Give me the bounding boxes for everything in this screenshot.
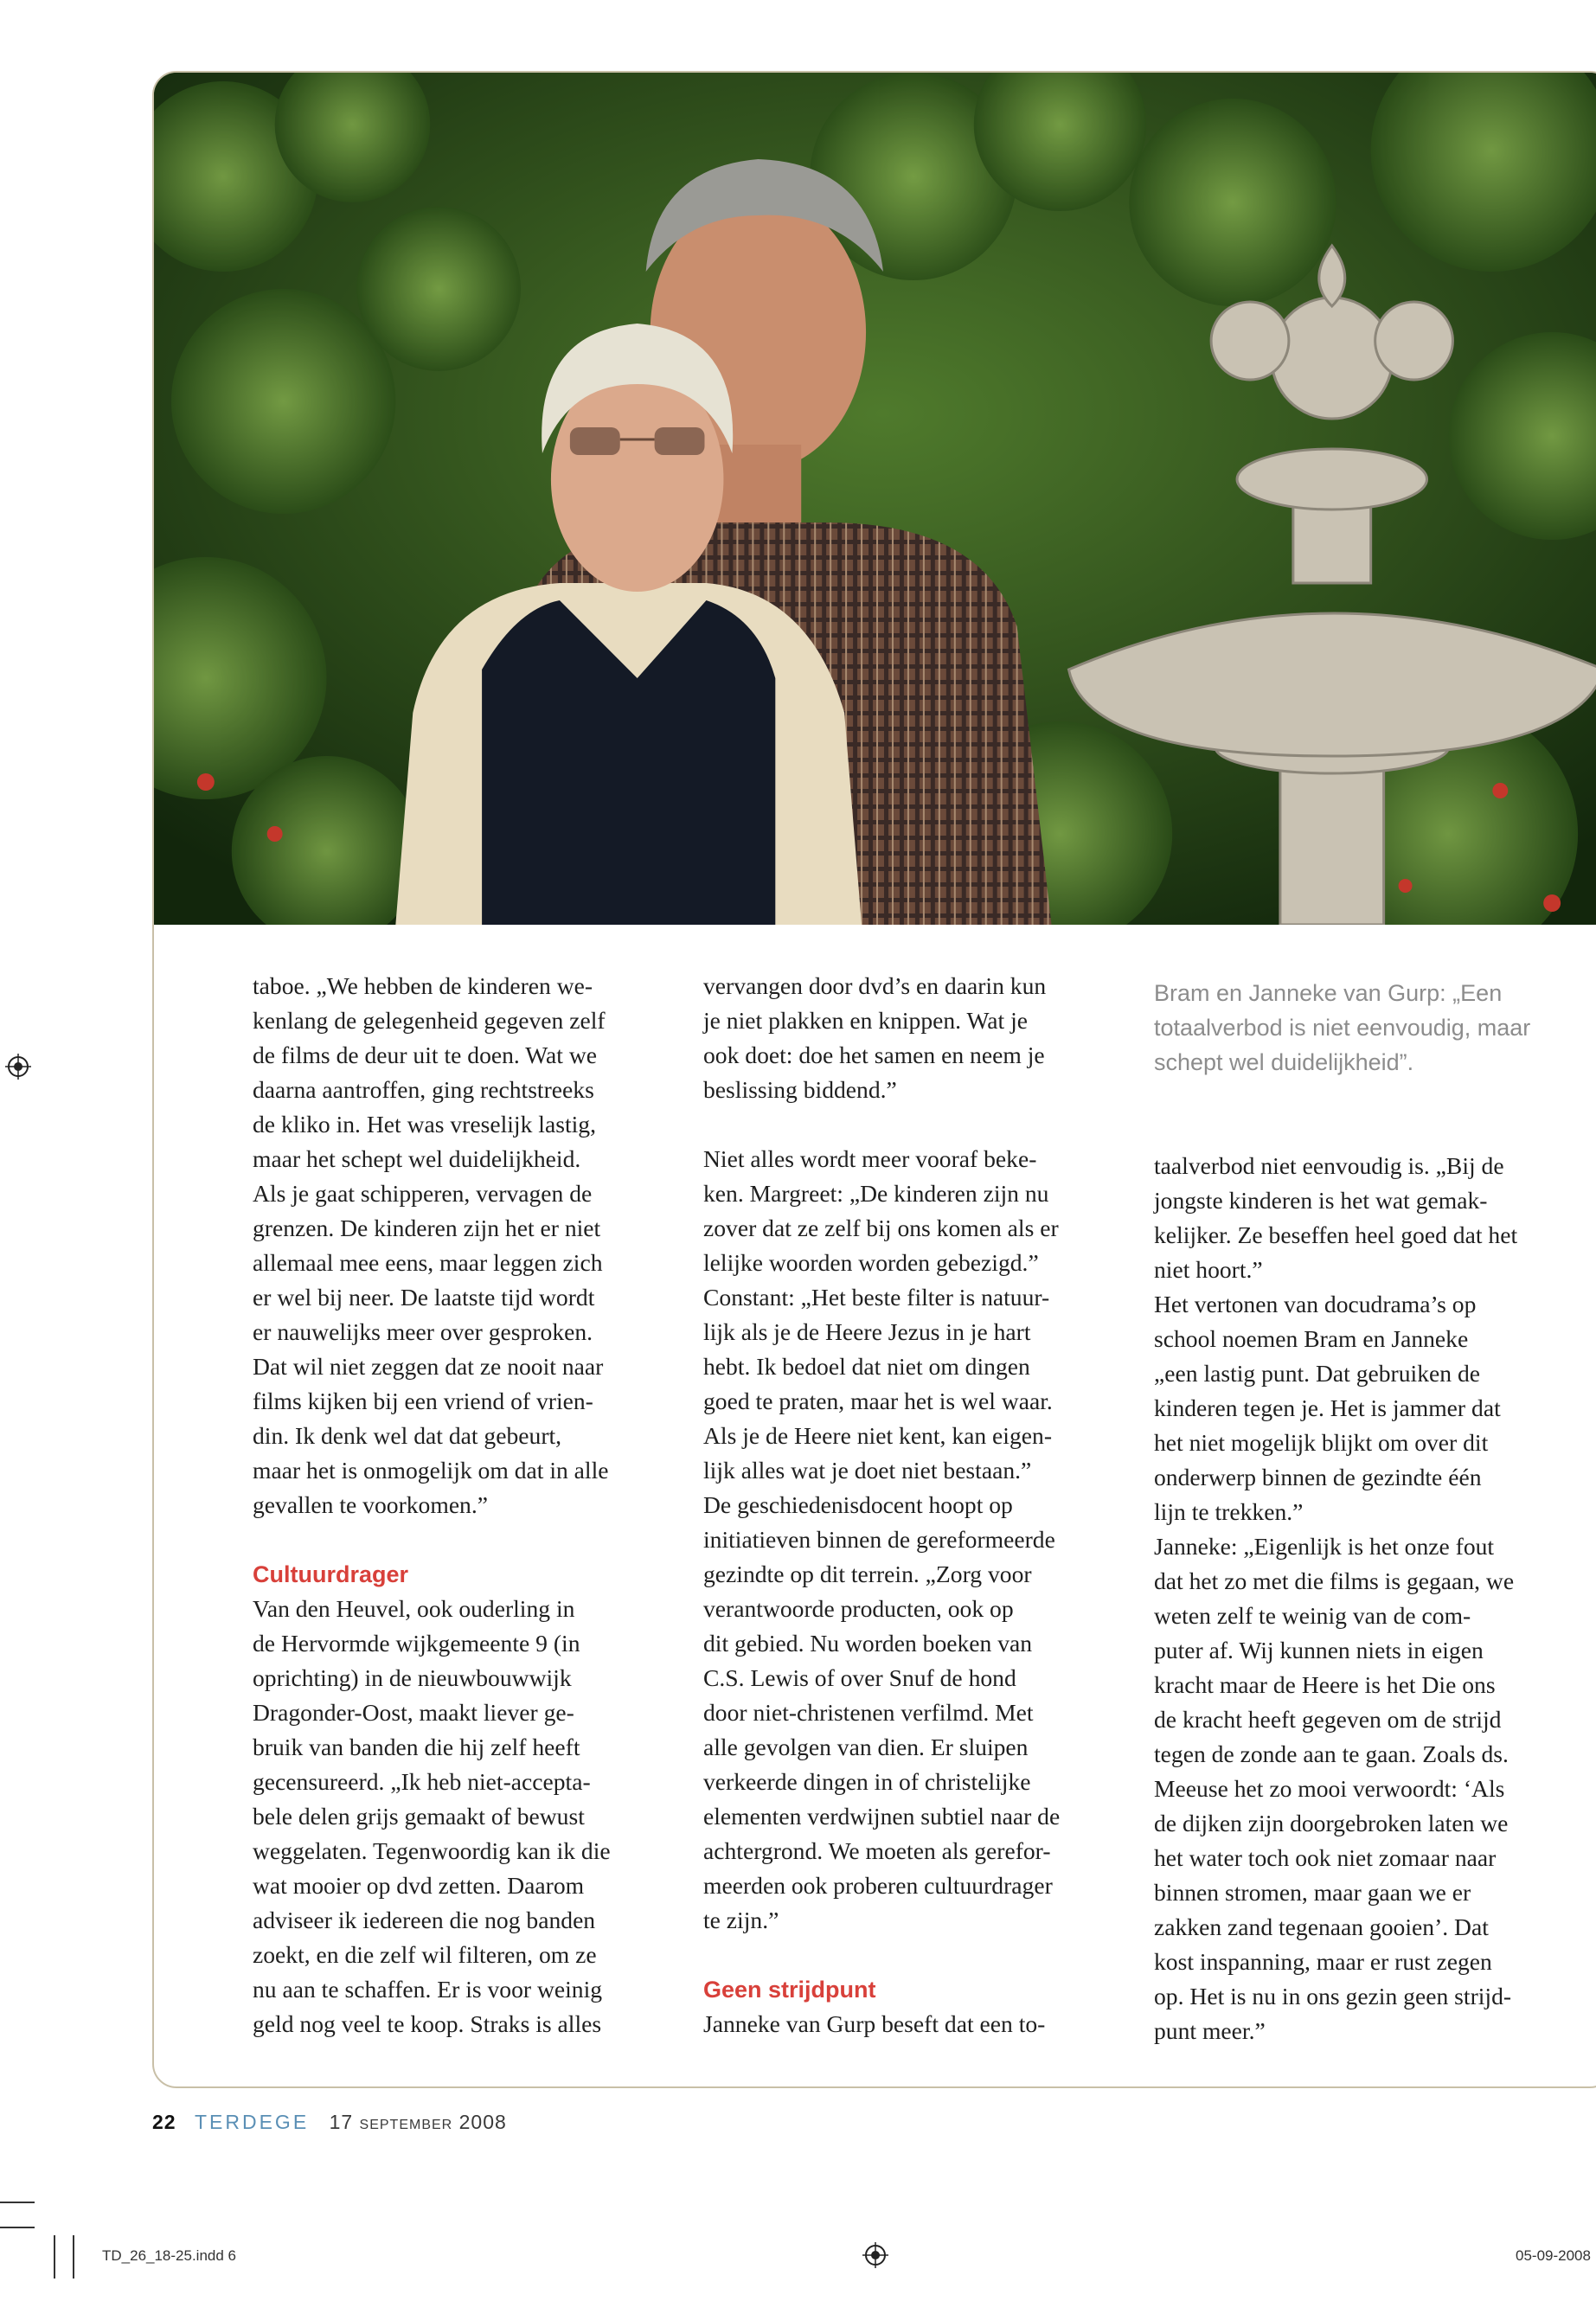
- text-line: punt meer.”: [1154, 2017, 1266, 2044]
- col1-paragraph-2: [253, 1592, 694, 2041]
- text-line: beslissing biddend.”: [703, 1076, 897, 1103]
- text-line: het water toch ook niet zomaar naar: [1154, 1844, 1497, 1871]
- text-line: nu aan te schaffen. Er is voor weinig: [253, 1976, 603, 2003]
- text-line: school noemen Bram en Janneke: [1154, 1325, 1469, 1352]
- photo-caption: [1154, 976, 1586, 1080]
- text-line: kinderen tegen je. Het is jammer dat: [1154, 1394, 1501, 1421]
- text-line: elementen verdwijnen subtiel naar de: [703, 1803, 1061, 1830]
- text-line: alle gevolgen van dien. Er sluipen: [703, 1734, 1029, 1760]
- text-line: gevallen te voorkomen.”: [253, 1491, 489, 1518]
- photo-illustration: [154, 73, 1596, 925]
- col2-paragraph: [703, 969, 1144, 1107]
- issue-date: 17 september 2008: [329, 2111, 507, 2133]
- text-line: er nauwelijks meer over gesproken.: [253, 1318, 593, 1345]
- text-line: je niet plakken en knippen. Wat je: [703, 1007, 1029, 1034]
- text-line: Meeuse het zo mooi verwoordt: ‘Als: [1154, 1775, 1505, 1802]
- text-line: Als je de Heere niet kent, kan eigen-: [703, 1422, 1053, 1449]
- text-line: jongste kinderen is het wat gemak-: [1154, 1187, 1488, 1214]
- col2-paragraph-2: [703, 1142, 1144, 1938]
- text-line: onderwerp binnen de gezindte één: [1154, 1464, 1482, 1490]
- text-line: ook doet: doe het samen en neem je: [703, 1042, 1045, 1068]
- text-line: op. Het is nu in ons gezin geen strijd-: [1154, 1983, 1512, 2009]
- text-line: allemaal mee eens, maar leggen zich: [253, 1249, 603, 1276]
- subheading-cultuurdrager: Cultuurdrager: [253, 1561, 409, 1587]
- text-line: de dijken zijn doorgebroken laten we: [1154, 1810, 1509, 1836]
- text-line: de kliko in. Het was vreselijk lastig,: [253, 1111, 596, 1138]
- text-line: maar het is onmogelijk om dat in alle: [253, 1457, 609, 1484]
- text-line: lijk als je de Heere Jezus in je hart: [703, 1318, 1031, 1345]
- text-line: gecensureerd. „Ik heb niet-accepta-: [253, 1768, 591, 1795]
- text-line: geld nog veel te koop. Straks is alles: [253, 2010, 602, 2037]
- magazine-name: TERDEGE: [194, 2111, 310, 2133]
- text-line: binnen stromen, maar gaan we er: [1154, 1879, 1471, 1906]
- text-line: bruik van banden die hij zelf heeft: [253, 1734, 580, 1760]
- caption-line: schept wel duidelijkheid”.: [1154, 1049, 1414, 1075]
- garden-portrait-photo: [154, 73, 1596, 925]
- text-line: taboe. „We hebben de kinderen we-: [253, 972, 593, 999]
- text-line: wat mooier op dvd zetten. Daarom: [253, 1872, 585, 1899]
- text-line: achtergrond. We moeten als gerefor-: [703, 1837, 1051, 1864]
- text-line: Het vertonen van docudrama’s op: [1154, 1291, 1477, 1317]
- text-line: initiatieven binnen de gereformeerde: [703, 1526, 1055, 1553]
- text-line: C.S. Lewis of over Snuf de hond: [703, 1664, 1016, 1691]
- text-line: vervangen door dvd’s en daarin kun: [703, 972, 1047, 999]
- text-line: Van den Heuvel, ook ouderling in: [253, 1595, 575, 1622]
- text-line: taalverbod niet eenvoudig is. „Bij de: [1154, 1152, 1504, 1179]
- crop-mark: [73, 2235, 74, 2279]
- crop-mark: [0, 2227, 35, 2228]
- text-line: kelijker. Ze beseffen heel goed dat het: [1154, 1221, 1518, 1248]
- text-line: te zijn.”: [703, 1907, 779, 1933]
- crop-mark: [0, 2202, 35, 2203]
- text-line: daarna aantroffen, ging rechtstreeks: [253, 1076, 594, 1103]
- crop-mark: [54, 2235, 55, 2279]
- text-line: Janneke van Gurp beseft dat een to-: [703, 2010, 1046, 2037]
- text-line: grenzen. De kinderen zijn het er niet: [253, 1215, 601, 1241]
- text-line: De geschiedenisdocent hoopt op: [703, 1491, 1013, 1518]
- text-line: adviseer ik iedereen die nog banden: [253, 1907, 596, 1933]
- text-line: verkeerde dingen in of christelijke: [703, 1768, 1031, 1795]
- text-line: tegen de zonde aan te gaan. Zoals ds.: [1154, 1740, 1509, 1767]
- text-line: lijk alles wat je doet niet bestaan.”: [703, 1457, 1032, 1484]
- slug-date: 05-09-2008: [1516, 2247, 1591, 2264]
- text-line: din. Ik denk wel dat dat gebeurt,: [253, 1422, 562, 1449]
- col1-paragraph: [253, 969, 694, 1522]
- text-line: weggelaten. Tegenwoordig kan ik die: [253, 1837, 611, 1864]
- text-line: weten zelf te weinig van de com-: [1154, 1602, 1471, 1629]
- text-line: „een lastig punt. Dat gebruiken de: [1154, 1360, 1480, 1387]
- subheading-geen-strijdpunt: Geen strijdpunt: [703, 1977, 876, 2003]
- text-line: de films de deur uit te doen. Wat we: [253, 1042, 598, 1068]
- text-line: puter af. Wij kunnen niets in eigen: [1154, 1637, 1484, 1663]
- text-line: dat het zo met die films is gegaan, we: [1154, 1567, 1515, 1594]
- text-line: ken. Margreet: „De kinderen zijn nu: [703, 1180, 1049, 1207]
- page-footer: [152, 2111, 507, 2134]
- text-line: de kracht heeft gegeven om de strijd: [1154, 1706, 1502, 1733]
- text-line: zoekt, en die zelf wil filteren, om ze: [253, 1941, 597, 1968]
- text-line: gezindte op dit terrein. „Zorg voor: [703, 1561, 1032, 1587]
- text-line: Dragonder-Oost, maakt liever ge-: [253, 1699, 574, 1726]
- slug-filename: TD_26_18-25.indd 6: [102, 2247, 237, 2264]
- text-line: hebt. Ik bedoel dat niet om dingen: [703, 1353, 1030, 1380]
- text-line: Janneke: „Eigenlijk is het onze fout: [1154, 1533, 1495, 1560]
- text-line: niet hoort.”: [1154, 1256, 1263, 1283]
- caption-line: Bram en Janneke van Gurp: „Een: [1154, 980, 1503, 1006]
- text-line: Constant: „Het beste filter is natuur-: [703, 1284, 1050, 1311]
- text-line: films kijken bij een vriend of vrien-: [253, 1388, 593, 1414]
- text-column-1: [253, 969, 694, 2041]
- text-line: Dat wil niet zeggen dat ze nooit naar: [253, 1353, 604, 1380]
- page-number: 22: [152, 2111, 176, 2133]
- text-column-3: [1154, 1149, 1595, 2048]
- text-line: lelijke woorden worden gebezigd.”: [703, 1249, 1039, 1276]
- text-line: zakken zand tegenaan gooien’. Dat: [1154, 1913, 1489, 1940]
- text-line: goed te praten, maar het is wel waar.: [703, 1388, 1053, 1414]
- text-line: dit gebied. Nu worden boeken van: [703, 1630, 1033, 1657]
- registration-mark-icon: [5, 1054, 31, 1080]
- text-line: door niet-christenen verfilmd. Met: [703, 1699, 1034, 1726]
- text-line: oprichting) in de nieuwbouwwijk: [253, 1664, 572, 1691]
- text-line: maar het schept wel duidelijkheid.: [253, 1145, 581, 1172]
- text-line: de Hervormde wijkgemeente 9 (in: [253, 1630, 580, 1657]
- caption-line: totaalverbod is niet eenvoudig, maar: [1154, 1015, 1531, 1041]
- registration-mark-icon: [862, 2242, 888, 2268]
- text-line: meerden ook proberen cultuurdrager: [703, 1872, 1053, 1899]
- text-line: Als je gaat schipperen, vervagen de: [253, 1180, 593, 1207]
- text-column-2: [703, 969, 1144, 2041]
- text-line: kenlang de gelegenheid gegeven zelf: [253, 1007, 606, 1034]
- text-line: kracht maar de Heere is het Die ons: [1154, 1671, 1496, 1698]
- text-line: het niet mogelijk blijkt om over dit: [1154, 1429, 1489, 1456]
- text-line: zover dat ze zelf bij ons komen als er: [703, 1215, 1059, 1241]
- text-line: kost inspanning, maar er rust zegen: [1154, 1948, 1492, 1975]
- text-line: verantwoorde producten, ook op: [703, 1595, 1014, 1622]
- text-line: bele delen grijs gemaakt of bewust: [253, 1803, 585, 1830]
- text-line: lijn te trekken.”: [1154, 1498, 1304, 1525]
- text-line: er wel bij neer. De laatste tijd wordt: [253, 1284, 595, 1311]
- text-line: Niet alles wordt meer vooraf beke-: [703, 1145, 1037, 1172]
